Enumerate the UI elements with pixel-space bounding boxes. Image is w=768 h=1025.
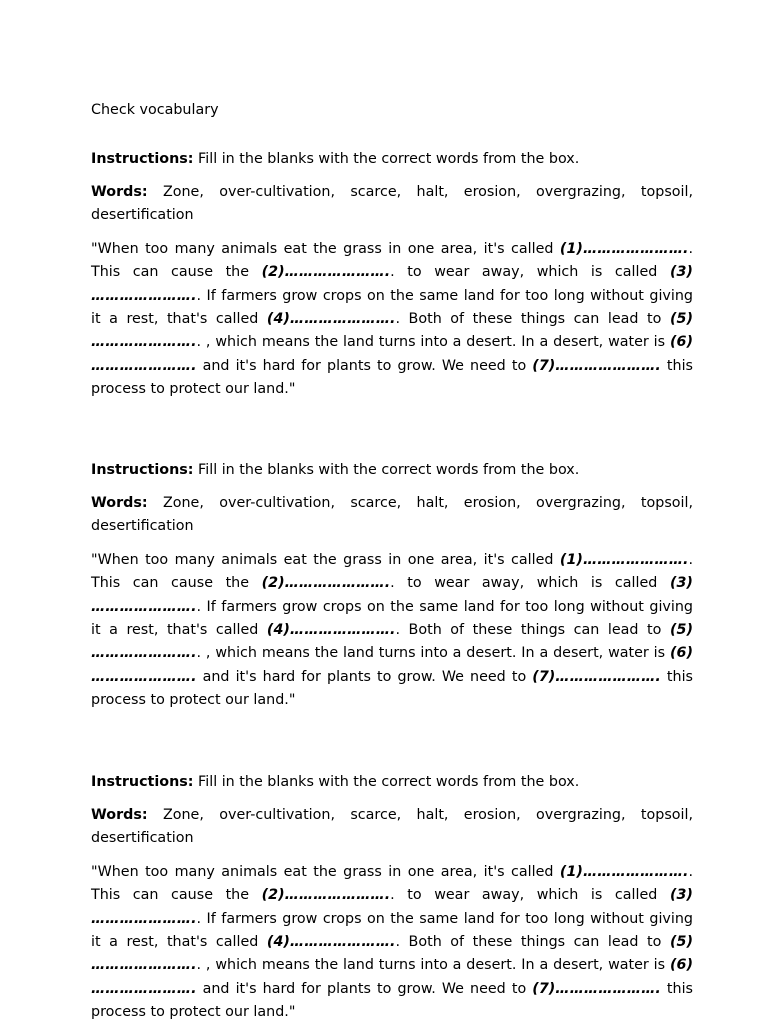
blank-4: (4)…………………. [266,311,396,328]
passage-text: . to wear away, which is called [390,887,670,904]
passage-text: . This can cause the [91,551,693,592]
blank-2: (2)…………………. [261,887,391,904]
blank-6: (6) …………………. [91,645,693,685]
blank-6: (6) …………………. [91,957,693,997]
blank-1: (1)…………………. [559,240,689,257]
gap-fill-passage [91,238,693,402]
instructions-line [91,771,693,793]
blank-3: (3) …………………. [91,887,693,927]
words-label: Words: [91,807,148,823]
passage-text: . to wear away, which is called [390,264,670,281]
passage-text: "When too many animals eat the grass in one area, it's called [91,551,560,568]
passage-text: . , which means the land turns into a desert. In a desert, water is [196,645,670,662]
blank-5: (5) …………………. [91,311,693,351]
passage-text: this process to protect our land." [91,980,693,1021]
gap-fill-passage [91,861,693,1021]
gap-fill-passage [91,549,693,713]
word-bank [91,181,693,228]
words-label: Words: [91,184,148,200]
blank-7: (7)…………………. [532,980,661,997]
passage-text: . If farmers grow crops on the same land for too long without giving it a rest, that's called [91,287,693,328]
instructions-label: Instructions: [91,774,194,790]
exercise-section-2 [91,459,693,713]
words-list: Zone, over-cultivation, scarce, halt, erosion, overgrazing, topsoil, desertification [91,184,693,224]
word-bank [91,804,693,851]
blank-4: (4)…………………. [266,622,396,639]
exercise-section-1 [91,148,693,402]
blank-4: (4)…………………. [266,934,396,951]
words-label: Words: [91,495,148,511]
passage-text: and it's hard for plants to grow. We need to [196,668,533,685]
exercise-section-3 [91,771,693,1021]
blank-7: (7)…………………. [532,357,661,374]
instructions-line [91,459,693,481]
passage-text: and it's hard for plants to grow. We need to [196,980,533,997]
passage-text: . Both of these things can lead to [395,934,670,951]
passage-text: . This can cause the [91,240,693,281]
passage-text: "When too many animals eat the grass in one area, it's called [91,863,560,880]
passage-text: . , which means the land turns into a desert. In a desert, water is [196,957,670,974]
instructions-text: Fill in the blanks with the correct words from the box. [193,151,580,167]
page-heading: Check vocabulary [91,102,219,118]
blank-3: (3) …………………. [91,264,693,304]
blank-6: (6) …………………. [91,334,693,374]
blank-3: (3) …………………. [91,575,693,615]
words-list: Zone, over-cultivation, scarce, halt, erosion, overgrazing, topsoil, desertification [91,807,693,847]
passage-text: . Both of these things can lead to [395,311,670,328]
blank-5: (5) …………………. [91,622,693,662]
word-bank [91,492,693,539]
blank-7: (7)…………………. [532,668,661,685]
passage-text: this process to protect our land." [91,668,693,709]
instructions-text: Fill in the blanks with the correct words from the box. [193,462,580,478]
blank-2: (2)…………………. [261,575,391,592]
instructions-label: Instructions: [91,151,194,167]
blank-5: (5) …………………. [91,934,693,974]
passage-text: . If farmers grow crops on the same land for too long without giving it a rest, that's called [91,598,693,639]
words-list: Zone, over-cultivation, scarce, halt, erosion, overgrazing, topsoil, desertification [91,495,693,535]
passage-text: and it's hard for plants to grow. We need to [196,357,533,374]
passage-text: . This can cause the [91,863,693,904]
passage-text: . , which means the land turns into a desert. In a desert, water is [196,334,670,351]
instructions-text: Fill in the blanks with the correct words from the box. [193,774,580,790]
passage-text: . If farmers grow crops on the same land for too long without giving it a rest, that's called [91,910,693,951]
passage-text: "When too many animals eat the grass in one area, it's called [91,240,560,257]
blank-2: (2)…………………. [261,264,391,281]
blank-1: (1)…………………. [559,551,689,568]
passage-text: this process to protect our land." [91,357,693,398]
passage-text: . to wear away, which is called [390,575,670,592]
passage-text: . Both of these things can lead to [395,622,670,639]
instructions-label: Instructions: [91,462,194,478]
blank-1: (1)…………………. [559,863,689,880]
instructions-line [91,148,693,170]
